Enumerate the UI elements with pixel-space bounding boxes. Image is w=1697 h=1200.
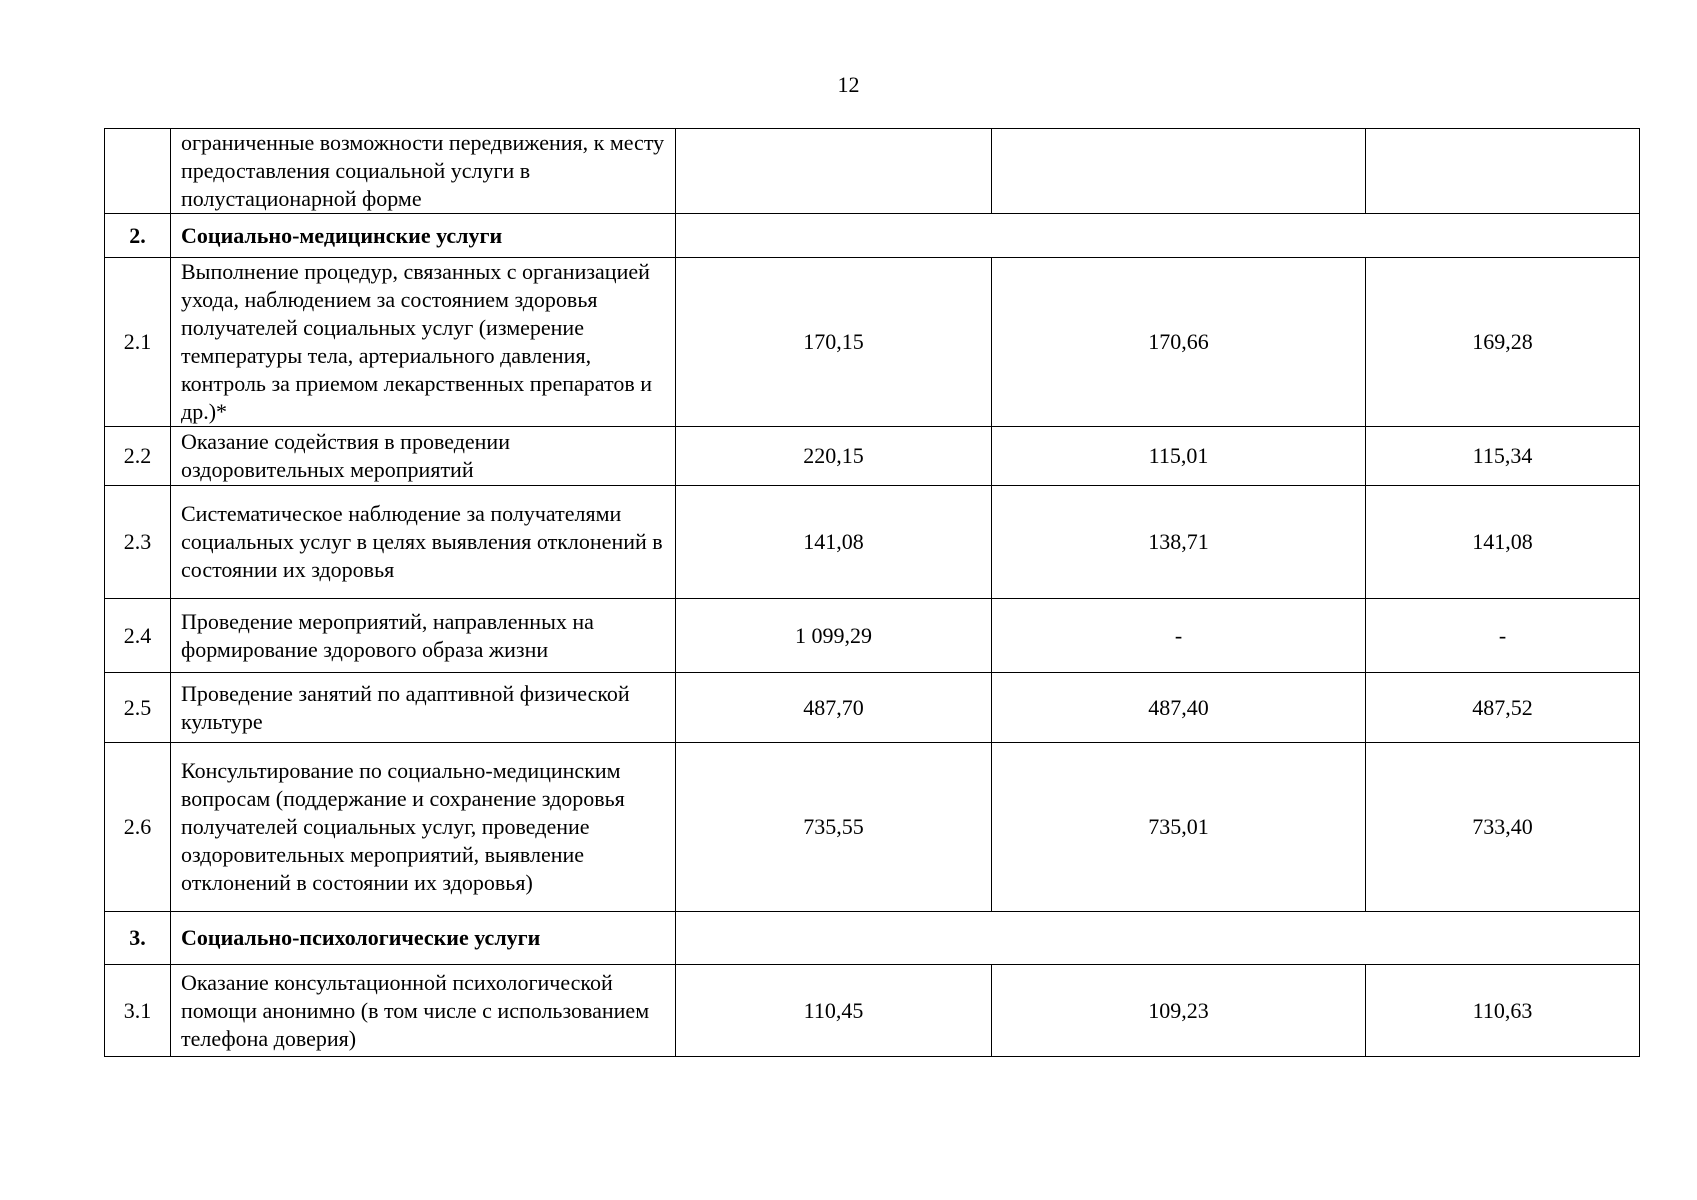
table-row xyxy=(105,743,1640,912)
page-number: 12 xyxy=(837,72,860,97)
row-number: 2.4 xyxy=(105,599,171,673)
value-cell: 169,28 xyxy=(1366,258,1640,427)
value-cell: 141,08 xyxy=(1366,486,1640,599)
row-number: 2.5 xyxy=(105,673,171,743)
service-name: Систематическое наблюдение за получателями социальных услуг в целях выявления отклонений в состоянии их здоровья xyxy=(171,486,676,599)
value-cell: 487,40 xyxy=(992,673,1366,743)
table-row xyxy=(105,965,1640,1057)
value-cell xyxy=(676,129,992,214)
section-number: 3. xyxy=(105,912,171,965)
row-number: 2.6 xyxy=(105,743,171,912)
value-cell: 115,34 xyxy=(1366,427,1640,486)
table-row xyxy=(105,599,1640,673)
service-name: Проведение занятий по адаптивной физической культуре xyxy=(171,673,676,743)
value-cell: 735,01 xyxy=(992,743,1366,912)
section-number: 2. xyxy=(105,214,171,258)
value-cell: 115,01 xyxy=(992,427,1366,486)
section-row xyxy=(105,214,1640,258)
row-number: 3.1 xyxy=(105,965,171,1057)
table-row xyxy=(105,427,1640,486)
row-number: 2.3 xyxy=(105,486,171,599)
value-cell: 141,08 xyxy=(676,486,992,599)
section-title: Социально-психологические услуги xyxy=(171,912,676,965)
service-name: Оказание содействия в проведении оздоровительных мероприятий xyxy=(171,427,676,486)
value-cell xyxy=(1366,129,1640,214)
table-row xyxy=(105,258,1640,427)
value-cell: 1 099,29 xyxy=(676,599,992,673)
service-name: Оказание консультационной психологической помощи анонимно (в том числе с использованием телефона доверия) xyxy=(171,965,676,1057)
service-name: Проведение мероприятий, направленных на формирование здорового образа жизни xyxy=(171,599,676,673)
service-name: ограниченные возможности передвижения, к месту предоставления социальной услуги в полустационарной форме xyxy=(171,129,676,214)
table-row xyxy=(105,673,1640,743)
value-cell: 110,45 xyxy=(676,965,992,1057)
value-cell: 487,52 xyxy=(1366,673,1640,743)
service-name: Выполнение процедур, связанных с организацией ухода, наблюдением за состоянием здоровья получателей социальных услуг (измерение температуры тела, артериального давления, контроль за приемом лекарственных препаратов и др.)* xyxy=(171,258,676,427)
value-cell: 170,66 xyxy=(992,258,1366,427)
value-cell: 220,15 xyxy=(676,427,992,486)
value-cell: 735,55 xyxy=(676,743,992,912)
value-cell: 109,23 xyxy=(992,965,1366,1057)
value-cell: - xyxy=(1366,599,1640,673)
value-cell: - xyxy=(992,599,1366,673)
value-cell: 487,70 xyxy=(676,673,992,743)
section-empty-cell xyxy=(676,214,1640,258)
table-row xyxy=(105,129,1640,214)
section-row xyxy=(105,912,1640,965)
value-cell: 138,71 xyxy=(992,486,1366,599)
value-cell: 733,40 xyxy=(1366,743,1640,912)
value-cell xyxy=(992,129,1366,214)
row-number xyxy=(105,129,171,214)
section-empty-cell xyxy=(676,912,1640,965)
services-table xyxy=(104,128,1640,1057)
row-number: 2.2 xyxy=(105,427,171,486)
section-title: Социально-медицинские услуги xyxy=(171,214,676,258)
row-number: 2.1 xyxy=(105,258,171,427)
service-name: Консультирование по социально-медицинским вопросам (поддержание и сохранение здоровья получателей социальных услуг, проведение оздоровительных мероприятий, выявление отклонений в состоянии их здоровья) xyxy=(171,743,676,912)
value-cell: 110,63 xyxy=(1366,965,1640,1057)
table-row xyxy=(105,486,1640,599)
value-cell: 170,15 xyxy=(676,258,992,427)
